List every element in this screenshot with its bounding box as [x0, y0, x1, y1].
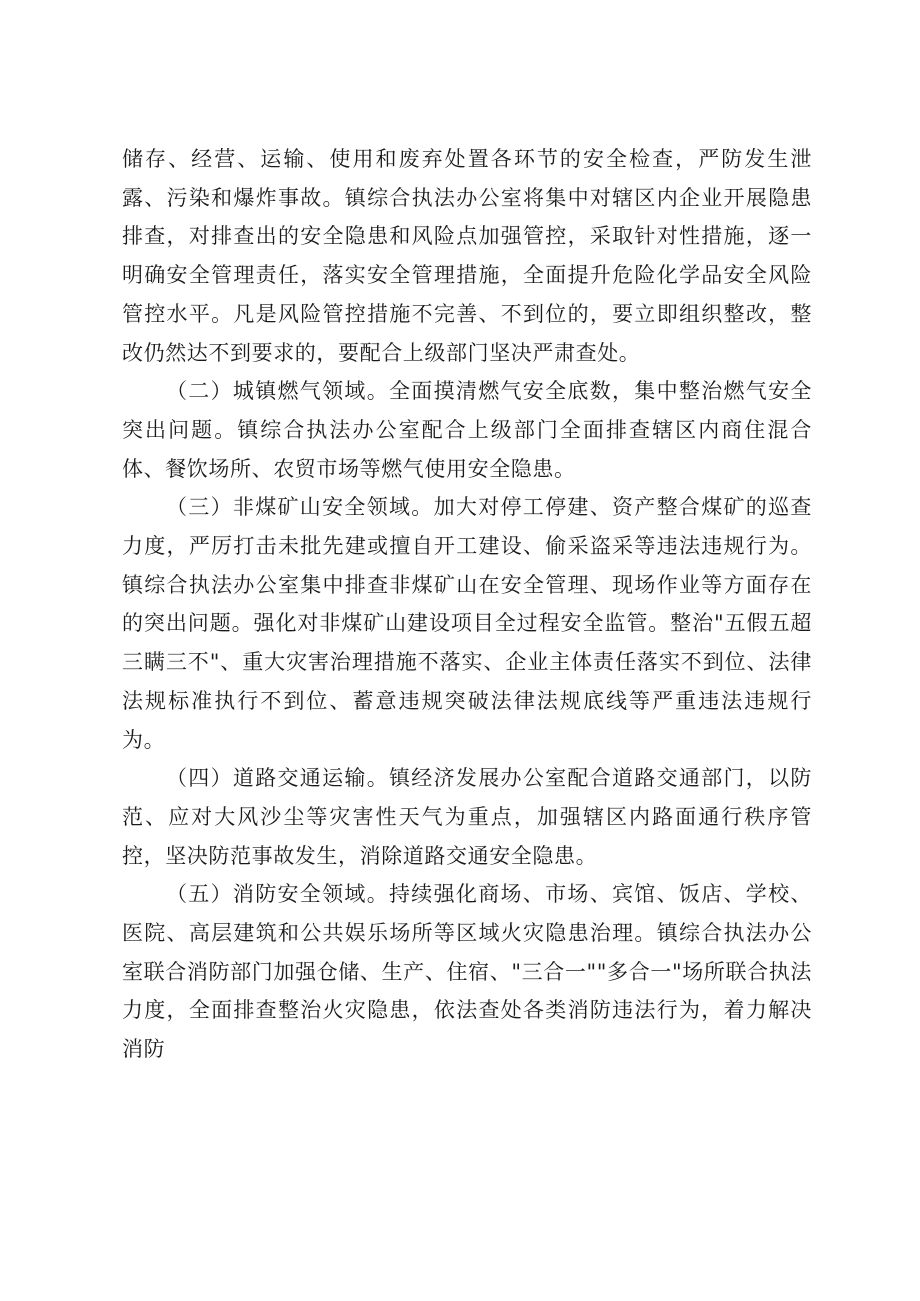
paragraph-road-traffic: （四）道路交通运输。镇经济发展办公室配合道路交通部门，以防范、应对大风沙尘等灾害性天气为重点，加强辖区内路面通行秩序管控，坚决防范事故发生，消除道路交通安全隐患。 — [122, 766, 812, 868]
document-body — [122, 140, 812, 1069]
paragraph-hazardous-chemicals-continuation: 储存、经营、运输、使用和废弃处置各环节的安全检查，严防发生泄露、污染和爆炸事故。镇综合执法办公室将集中对辖区内企业开展隐患排查，对排查出的安全隐患和风险点加强管控，采取针对性措施，逐一明确安全管理责任，落实安全管理措施，全面提升危险化学品安全风险管控水平。凡是风险管控措施不完善、不到位的，要立即组织整改，整改仍然达不到要求的，要配合上级部门坚决严肃查处。 — [122, 147, 812, 365]
paragraph-non-coal-mines: （三）非煤矿山安全领域。加大对停工停建、资产整合煤矿的巡查力度，严厉打击未批先建或擅自开工建设、偷采盗采等违法违规行为。镇综合执法办公室集中排查非煤矿山在安全管理、现场作业等方面存在的突出问题。强化对非煤矿山建设项目全过程安全监管。整治"五假五超三瞒三不"、重大灾害治理措施不落实、企业主体责任落实不到位、法律法规标准执行不到位、蓄意违规突破法律法规底线等严重违法违规行为。 — [122, 495, 812, 752]
paragraph-fire-safety: （五）消防安全领域。持续强化商场、市场、宾馆、饭店、学校、医院、高层建筑和公共娱乐场所等区域火灾隐患治理。镇综合执法办公室联合消防部门加强仓储、生产、住宿、"三合一""多合一"场所联合执法力度，全面排查整治火灾隐患，依法查处各类消防违法行为，着力解决消防 — [122, 882, 812, 1062]
paragraph-urban-gas: （二）城镇燃气领域。全面摸清燃气安全底数，集中整治燃气安全突出问题。镇综合执法办公室配合上级部门全面排查辖区内商住混合体、餐饮场所、农贸市场等燃气使用安全隐患。 — [122, 379, 812, 481]
